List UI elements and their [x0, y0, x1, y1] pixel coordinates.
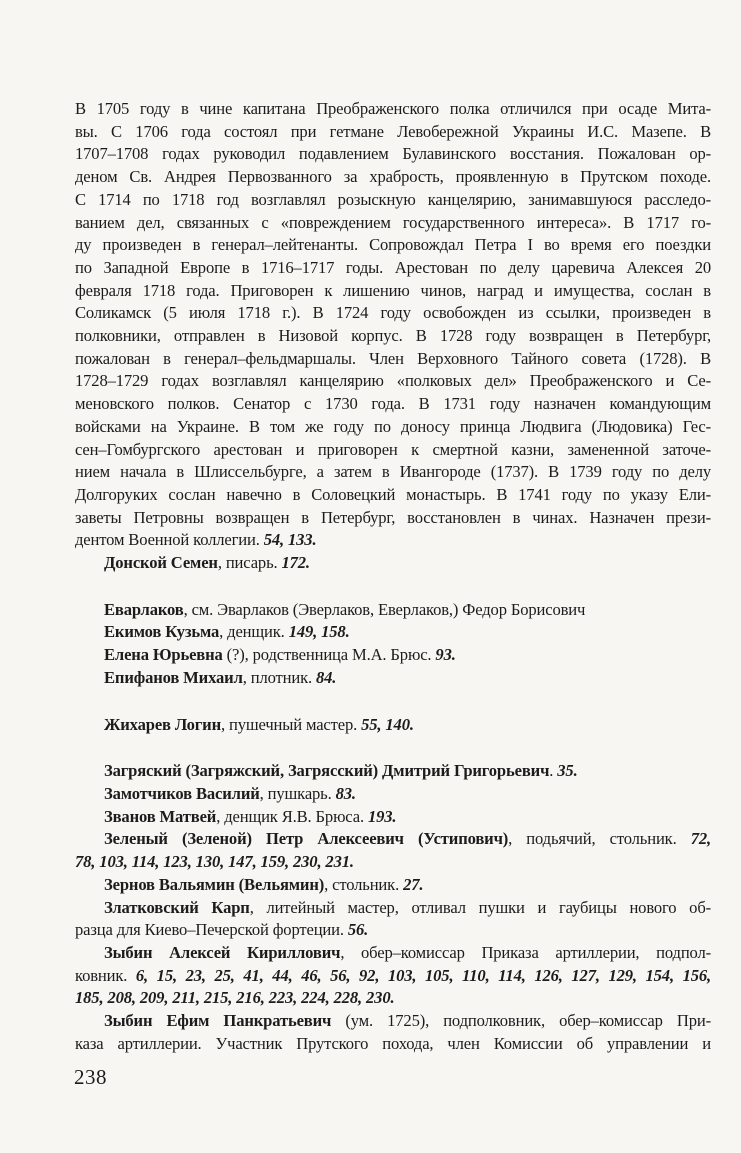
entry-zamotchikov: Замотчиков Василий, пушкарь. 83. — [104, 783, 356, 803]
text-line: февраля 1718 года. Приговорен к лишению чинов, наград и имущества, сослан в — [75, 280, 711, 300]
entry-name: Еварлаков — [104, 599, 184, 619]
text-line: полковники, отправлен в Низовой корпус. В 1728 году возвращен в Петербург, — [75, 326, 711, 346]
page-refs: 55, 140. — [361, 714, 414, 734]
text-line: меновского полков. Сенатор с 1730 года. В 1731 году назначен командующим — [75, 394, 711, 414]
entry-name: Званов Матвей — [104, 806, 217, 826]
text-line: по Западной Европе в 1716–1717 годы. Арестован по делу царевича Алексея 20 — [75, 257, 711, 277]
entry-name: Жихарев Логин — [104, 714, 222, 734]
paragraph-menshikov-continuation — [75, 98, 711, 552]
entry-zernov: Зернов Вальямин (Вельямин), стольник. 27. — [104, 874, 424, 894]
entry-name: Златковский Карп — [104, 897, 250, 917]
page-refs: 83. — [335, 783, 356, 803]
entry-zhikharev: Жихарев Логин, пушечный мастер. 55, 140. — [104, 714, 414, 734]
entry-zagryaskiy: Загряский (Загряжский, Загрясский) Дмитрий Григорьевич. 35. — [104, 761, 578, 781]
page-refs: 35. — [557, 761, 578, 781]
entry-name: Зыбин Алексей Кириллович — [104, 942, 341, 962]
page-refs: 193. — [367, 806, 397, 826]
page-number: 238 — [74, 1065, 107, 1089]
page-text — [75, 98, 711, 1055]
page-refs: 84. — [316, 667, 337, 687]
text-line: вы. С 1706 года состоял при гетмане Левобережной Украины И.С. Мазепе. В — [75, 121, 711, 141]
page-refs: 78, 103, 114, 123, 130, 147, 159, 230, 231. — [75, 852, 354, 872]
entry-zvanov: Званов Матвей, денщик Я.В. Брюса. 193. — [104, 806, 397, 826]
text-line: войсками на Украине. В том же году по доносу принца Людвига (Людовика) Гес- — [75, 416, 711, 436]
text-line: разца для Киево–Печерской фортеции. 56. — [75, 920, 369, 940]
page-refs: 172. — [281, 553, 310, 573]
text-line: ванием дел, связанных с «повреждением государственного интереса». В 1717 го- — [75, 212, 711, 232]
entry-zybin-efim: Зыбин Ефим Панкратьевич (ум. 1725), подполковник, обер–комиссар При- — [104, 1011, 711, 1031]
entry-name: Замотчиков Василий — [104, 783, 260, 803]
page-refs: 6, 15, 23, 25, 41, 44, 46, 56, 92, 103, 105, 110, 114, 126, 127, 129, 154, 156, — [135, 965, 712, 985]
entry-name: Епифанов Михаил — [104, 667, 243, 687]
entry-name: Донской Семен — [104, 553, 218, 573]
page-refs: 27. — [403, 874, 424, 894]
text-line: ду произведен в генерал–лейтенанты. Сопровождал Петра I во время его поездки — [75, 235, 711, 255]
entry-name: Екимов Кузьма — [104, 622, 220, 642]
entry-zybin-aleksey: Зыбин Алексей Кириллович, обер–комиссар Приказа артиллерии, подпол- — [104, 942, 711, 962]
text-line: пожалован в генерал–фельдмаршалы. Член Верховного Тайного совета (1728). В — [75, 348, 711, 368]
entry-elena: Елена Юрьевна (?), родственница М.А. Брюс. 93. — [104, 645, 456, 665]
page-refs: 56. — [347, 920, 369, 940]
entry-name: Зернов Вальямин (Вельямин) — [104, 874, 325, 894]
entry-name: Загряский (Загряжский, Загрясский) Дмитрий Григорьевич — [104, 761, 550, 781]
entry-zlatkovskiy: Златковский Карп, литейный мастер, отливал пушки и гаубицы нового об- — [104, 897, 711, 917]
entry-name: Зыбин Ефим Панкратьевич — [104, 1011, 332, 1031]
text-line: сен–Гомбургского арестован и приговорен к смертной казни, замененной заточе- — [75, 439, 711, 459]
text-line: 1707–1708 годах руководил подавлением Булавинского восстания. Пожалован ор- — [75, 144, 711, 164]
text-line: 1728–1729 годах возглавлял канцелярию «полковых дел» Преображенского и Се- — [75, 371, 711, 391]
entry-donskoy: Донской Семен, писарь. 172. — [104, 553, 310, 573]
entry-ekimov: Екимов Кузьма, денщик. 149, 158. — [104, 622, 350, 642]
text-line: заветы Петровны возвращен в Петербург, восстановлен в чинах. Назначен прези- — [75, 507, 711, 527]
page-refs: 54, 133. — [263, 530, 317, 550]
section-gap — [75, 575, 711, 599]
page-refs: 149, 158. — [288, 622, 350, 642]
page-refs: 72, — [690, 829, 712, 849]
text-line: нием начала в Шлиссельбурге, а затем в Ивангороде (1737). В 1739 году по делу — [75, 462, 711, 482]
page-refs: 185, 208, 209, 211, 215, 216, 223, 224, 228, 230. — [75, 988, 395, 1008]
text-line: В 1705 году в чине капитана Преображенского полка отличился при осаде Мита- — [75, 99, 711, 118]
entry-evarlakov: Еварлаков, см. Эварлаков (Эверлаков, Еверлаков,) Федор Борисович — [104, 599, 586, 619]
text-line: каза артиллерии. Участник Прутского похода, член Комиссии об управлении и — [75, 1033, 711, 1053]
page-refs: 93. — [435, 645, 456, 665]
text-line: Долгоруких сослан навечно в Соловецкий монастырь. В 1741 году по указу Ели- — [75, 484, 711, 504]
text-line: ковник. 6, 15, 23, 25, 41, 44, 46, 56, 92, 103, 105, 110, 114, 126, 127, 129, 154, 156, — [75, 965, 712, 985]
entry-name: Зеленый (Зеленой) Петр Алексеевич (Устипович) — [104, 829, 509, 849]
text-line: Соликамск (5 июля 1718 г.). В 1724 году освобожден из ссылки, произведен в — [75, 303, 711, 323]
entry-name: Елена Юрьевна — [104, 645, 223, 665]
text-line: С 1714 по 1718 год возглавлял розыскную канцелярию, занимавшуюся расследо- — [75, 189, 711, 209]
text-line-last: дентом Военной коллегии. 54, 133. — [75, 530, 317, 550]
section-gap — [75, 736, 711, 760]
entry-epifanov: Епифанов Михаил, плотник. 84. — [104, 667, 337, 687]
entry-zeleny: Зеленый (Зеленой) Петр Алексеевич (Устипович), подьячий, стольник. 72, — [104, 829, 712, 849]
section-gap — [75, 690, 711, 714]
text-line: деном Св. Андрея Первозванного за храбрость, проявленную в Прутском походе. — [75, 167, 711, 187]
